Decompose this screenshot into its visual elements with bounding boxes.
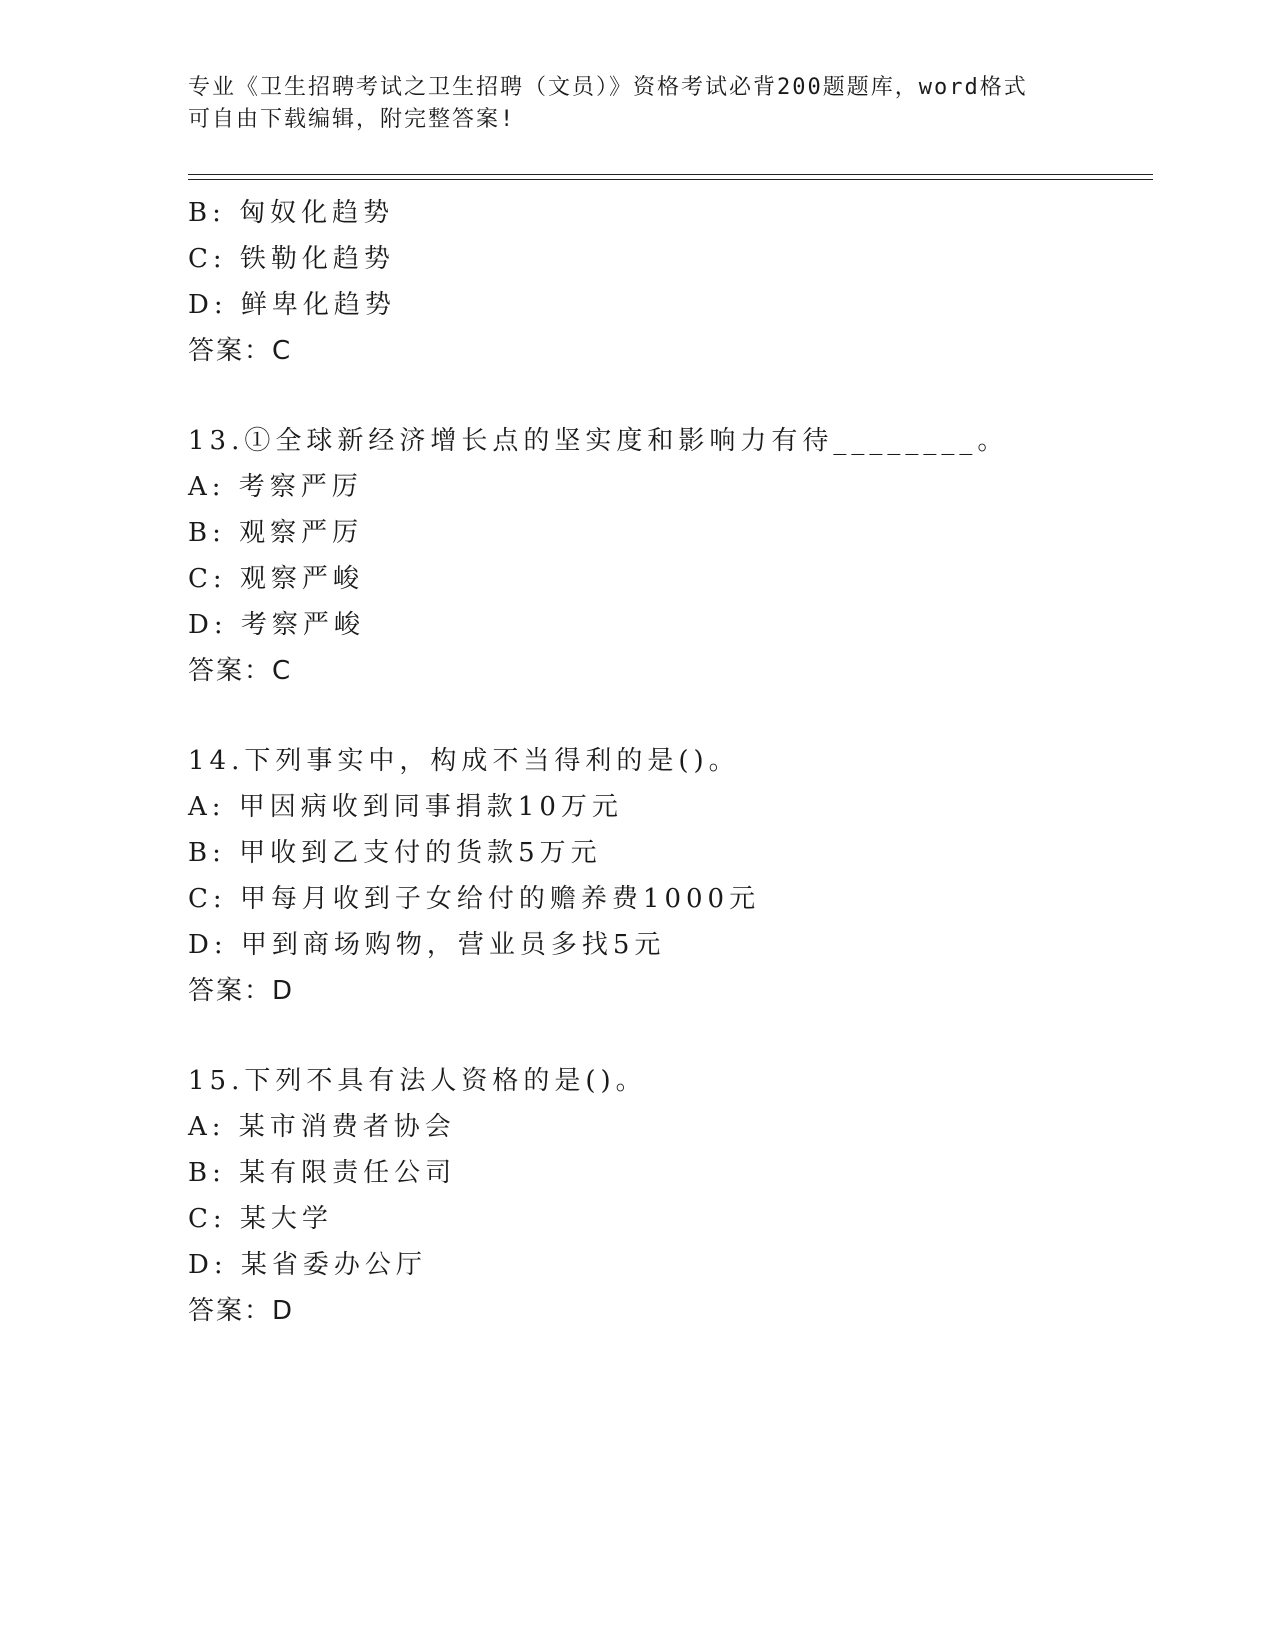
option-d: D: 鲜卑化趋势 bbox=[188, 290, 396, 320]
option-b: B: 甲收到乙支付的货款5万元 bbox=[188, 838, 602, 868]
option-a: A: 甲因病收到同事捐款10万元 bbox=[188, 792, 623, 822]
header-divider-bottom bbox=[188, 179, 1153, 180]
header-line-1: 专业《卫生招聘考试之卫生招聘（文员）》资格考试必背200题题库，word格式 bbox=[188, 75, 1028, 100]
question-15 bbox=[188, 1058, 1153, 1334]
question-stem: 14.下列事实中，构成不当得利的是()。 bbox=[188, 746, 740, 776]
option-c: C: 观察严峻 bbox=[188, 564, 364, 594]
option-c: C: 甲每月收到子女给付的赡养费1000元 bbox=[188, 884, 761, 914]
option-c: C: 铁勒化趋势 bbox=[188, 244, 395, 274]
option-d: D: 考察严峻 bbox=[188, 610, 365, 640]
option-b: B: 观察严厉 bbox=[188, 518, 364, 548]
answer-line: 答案：C bbox=[188, 336, 293, 366]
option-d: D: 某省委办公厅 bbox=[188, 1250, 427, 1280]
header-divider-top bbox=[188, 174, 1153, 175]
question-13 bbox=[188, 418, 1153, 694]
option-c: C: 某大学 bbox=[188, 1204, 333, 1234]
question-14 bbox=[188, 738, 1153, 1014]
question-spacer bbox=[188, 694, 1153, 738]
option-a: A: 某市消费者协会 bbox=[188, 1112, 456, 1142]
document-header bbox=[188, 72, 1088, 136]
answer-line: 答案：D bbox=[188, 1296, 295, 1326]
question-list bbox=[188, 190, 1153, 1334]
question-stem: 13.①全球新经济增长点的坚实度和影响力有待________。 bbox=[188, 426, 1009, 456]
question-stem: 15.下列不具有法人资格的是()。 bbox=[188, 1066, 647, 1096]
question-12-partial bbox=[188, 190, 1153, 374]
answer-line: 答案：C bbox=[188, 656, 293, 686]
option-a: A: 考察严厉 bbox=[188, 472, 363, 502]
answer-line: 答案：D bbox=[188, 976, 295, 1006]
option-b: B: 匈奴化趋势 bbox=[188, 198, 395, 228]
question-spacer bbox=[188, 374, 1153, 418]
header-line-2: 可自由下载编辑，附完整答案! bbox=[188, 107, 516, 132]
question-spacer bbox=[188, 1014, 1153, 1058]
option-d: D: 甲到商场购物，营业员多找5元 bbox=[188, 930, 666, 960]
option-b: B: 某有限责任公司 bbox=[188, 1158, 457, 1188]
